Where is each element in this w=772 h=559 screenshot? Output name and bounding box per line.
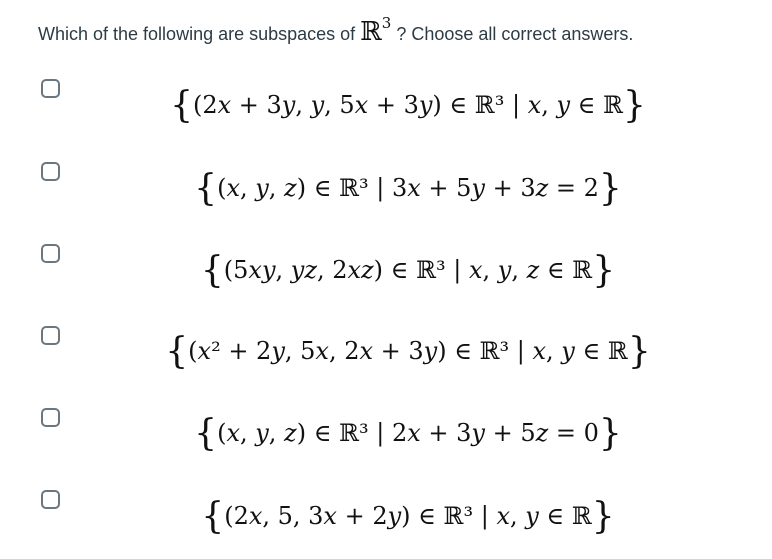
- close-brace: }: [623, 85, 646, 126]
- option-expression: (𝑥, 𝑦, 𝑧) ∈ ℝ³ | 2𝑥 + 3𝑦 + 5𝑧 = 0: [217, 419, 599, 447]
- option-formula: [0, 331, 772, 372]
- answer-option[interactable]: [0, 79, 772, 139]
- option-formula: [0, 168, 772, 209]
- open-brace: {: [165, 331, 189, 372]
- option-expression: (2𝑥 + 3𝑦, 𝑦, 5𝑥 + 3𝑦) ∈ ℝ³ | 𝑥, 𝑦 ∈ ℝ: [192, 91, 624, 119]
- close-brace: }: [591, 496, 615, 537]
- question-prefix: Which of the following are subspaces of: [38, 24, 361, 44]
- option-expression: (5𝑥𝑦, 𝑦𝑧, 2𝑥𝑧) ∈ ℝ³ | 𝑥, 𝑦, 𝑧 ∈ ℝ: [223, 256, 593, 284]
- r3-letter: ℝ: [360, 17, 382, 47]
- open-brace: {: [201, 496, 225, 537]
- open-brace: {: [170, 85, 193, 126]
- close-brace: }: [627, 331, 651, 372]
- r3-exponent: 3: [381, 14, 392, 32]
- answer-option[interactable]: [0, 408, 772, 468]
- question-suffix: ? Choose all correct answers.: [391, 24, 634, 44]
- option-formula: [0, 413, 772, 454]
- option-expression: (𝑥, 𝑦, 𝑧) ∈ ℝ³ | 3𝑥 + 5𝑦 + 3𝑧 = 2: [217, 174, 599, 202]
- option-expression: (𝑥² + 2𝑦, 5𝑥, 2𝑥 + 3𝑦) ∈ ℝ³ | 𝑥, 𝑦 ∈ ℝ: [188, 337, 628, 365]
- option-formula: [0, 250, 772, 291]
- close-brace: }: [592, 250, 616, 291]
- answer-option[interactable]: [0, 326, 772, 386]
- answer-option[interactable]: [0, 162, 772, 222]
- option-formula: [0, 496, 772, 537]
- r3-symbol: [360, 14, 392, 47]
- open-brace: {: [194, 168, 218, 209]
- question-text: [38, 14, 633, 47]
- close-brace: }: [598, 168, 622, 209]
- open-brace: {: [194, 413, 218, 454]
- answer-option[interactable]: [0, 490, 772, 550]
- answer-option[interactable]: [0, 244, 772, 304]
- option-formula: [0, 85, 772, 126]
- open-brace: {: [200, 250, 224, 291]
- option-expression: (2𝑥, 5, 3𝑥 + 2𝑦) ∈ ℝ³ | 𝑥, 𝑦 ∈ ℝ: [224, 502, 592, 530]
- close-brace: }: [598, 413, 622, 454]
